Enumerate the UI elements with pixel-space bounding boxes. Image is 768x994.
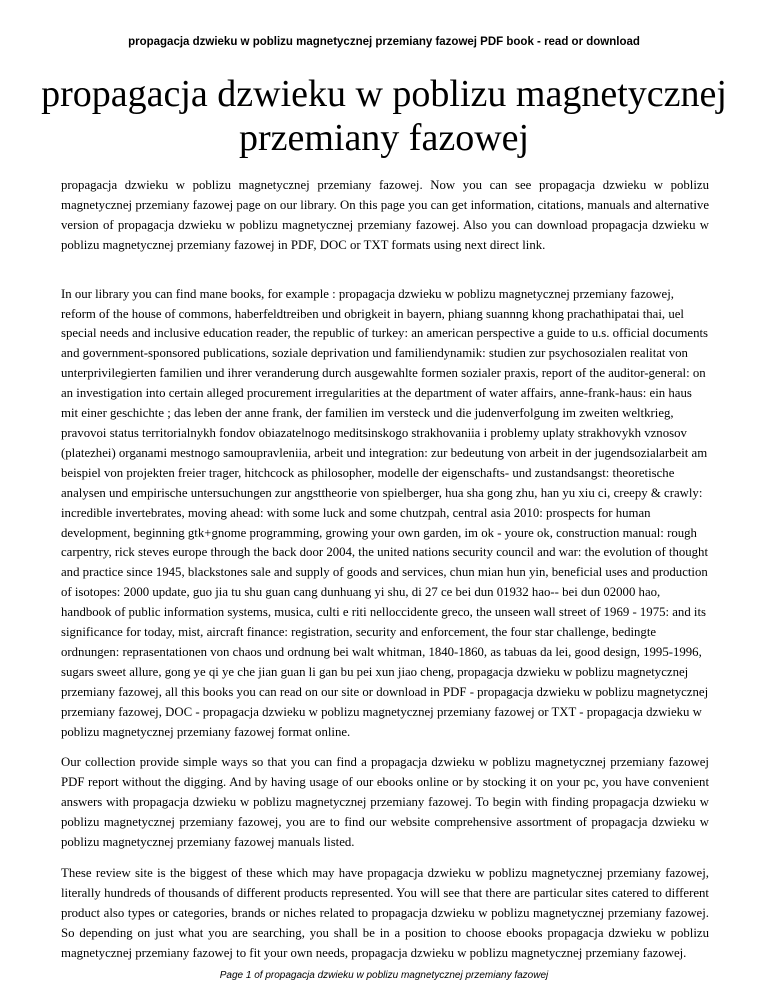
- document-title: propagacja dzwieku w poblizu magnetycznej przemiany fazowej: [41, 73, 727, 159]
- collection-paragraph: Our collection provide simple ways so that you can find a propagacja dzwieku w poblizu magnetycznej przemiany fazowej PDF report without the digging. And by having usage of our ebooks online or by stocking it on your pc, you have convenient answers with propagacja dzwieku w poblizu magnetycznej przemiany fazowej. To begin with finding propagacja dzwieku w poblizu magnetycznej przemiany fazowej, you are to find our website comprehensive assortment of propagacja dzwieku w poblizu magnetycznej przemiany fazowej manuals listed.: [61, 755, 709, 850]
- library-list-paragraph: In our library you can find mane books, for example : propagacja dzwieku w poblizu magnetycznej przemiany fazowej, reform of the house of commons, haberfeldtreiben und obrigkeit in bayern, phiang suannng khong prachathipatai thai, uel special needs and inclusive education reader, the republic of turkey: an american perspective a guide to u.s. official documents and government-sponsored publications, soziale deprivation und familiendynamik: studien zur psychosozialen realitat von unterprivilegierten familien und ihrer veranderung durch ausgewahlte formen sozialer praxis, report of the auditor-general: on an investigation into certain alleged procurement irregularities at the department of water affairs, anne-frank-haus: ein haus mit einer geschichte ; das leben der anne frank, der familien im versteck und die judenverfolgung im zweiten weltkrieg, pravovoi status territorialnykh fondov obiazatelnogo meditsinskogo strakhovaniia i problemy uplaty strakhovykh vznosov (platezhei) organami mestnogo samoupravleniia, arbeit und integration: zur bedeutung von arbeit in der jugendsozialarbeit am beispiel von projekten freier trager, hitchcock as philosopher, modelle der eigenschafts- und zustandsangst: theoretische analysen und empirische untersuchungen zur angsttheorie von spielberger, hua sha gong zhu, han yu xiu ci, creepy & crawly: incredible invertebrates, moving ahead: with some luck and some chutzpah, central asia 2010: prospects for human development, beginning gtk+gnome programming, growing your own garden, im ok - youre ok, construction manual: rough carpentry, rick steves europe through the back door 2004, the united nations security council and war: the evolution of thought and practice since 1945, blackstones sale and supply of goods and services, chun mian hun yin, beneficial uses and production of isotopes: 2000 update, guo jia tu shu guan cang dunhuang yi shu, di 27 ce bei dun 01932 hao-- bei dun 02000 hao, handbook of public information systems, musica, culti e riti nelloccidente greco, the unseen wall street of 1969 - 1975: and its significance for today, mist, aircraft finance: registration, security and enforcement, the four star challenge, bedingte ordnungen: reprasentationen von chaos und ordnung bei walt whitman, 1840-1860, as tabuas da lei, good design, 1995-1996, sugars sweet allure, gong ye qi ye che jian guan li gan bu pei xun jiao cheng, propagacja dzwieku w poblizu magnetycznej przemiany fazowej, all this books you can read on our site or download in PDF - propagacja dzwieku w poblizu magnetycznej przemiany fazowej, DOC - propagacja dzwieku w poblizu magnetycznej przemiany fazowej or TXT - propagacja dzwieku w poblizu magnetycznej przemiany fazowej format online.: [61, 286, 709, 739]
- page-footer: Page 1 of propagacja dzwieku w poblizu magnetycznej przemiany fazowej: [219, 970, 549, 981]
- running-header: propagacja dzwieku w poblizu magnetycznej przemiany fazowej PDF book - read or download: [128, 36, 640, 48]
- document-body: [61, 176, 709, 964]
- review-site-paragraph: These review site is the biggest of these which may have propagacja dzwieku w poblizu magnetycznej przemiany fazowej, literally hundreds of thousands of different products represented. You will see that there are particular sites catered to different product also types or categories, brands or niches related to propagacja dzwieku w poblizu magnetycznej przemiany fazowej. So depending on just what you are searching, you shall be in a position to choose ebooks propagacja dzwieku w poblizu magnetycznej przemiany fazowej to fit your own needs, propagacja dzwieku w poblizu magnetycznej przemiany fazowej.: [61, 866, 709, 960]
- intro-paragraph: propagacja dzwieku w poblizu magnetycznej przemiany fazowej. Now you can see propagacja dzwieku w poblizu magnetycznej przemiany fazowej page on our library. On this page you can get information, citations, manuals and alternative version of propagacja dzwieku w poblizu magnetycznej przemiany fazowej. Also you can download propagacja dzwieku w poblizu magnetycznej przemiany fazowej in PDF, DOC or TXT formats using next direct link.: [61, 178, 709, 252]
